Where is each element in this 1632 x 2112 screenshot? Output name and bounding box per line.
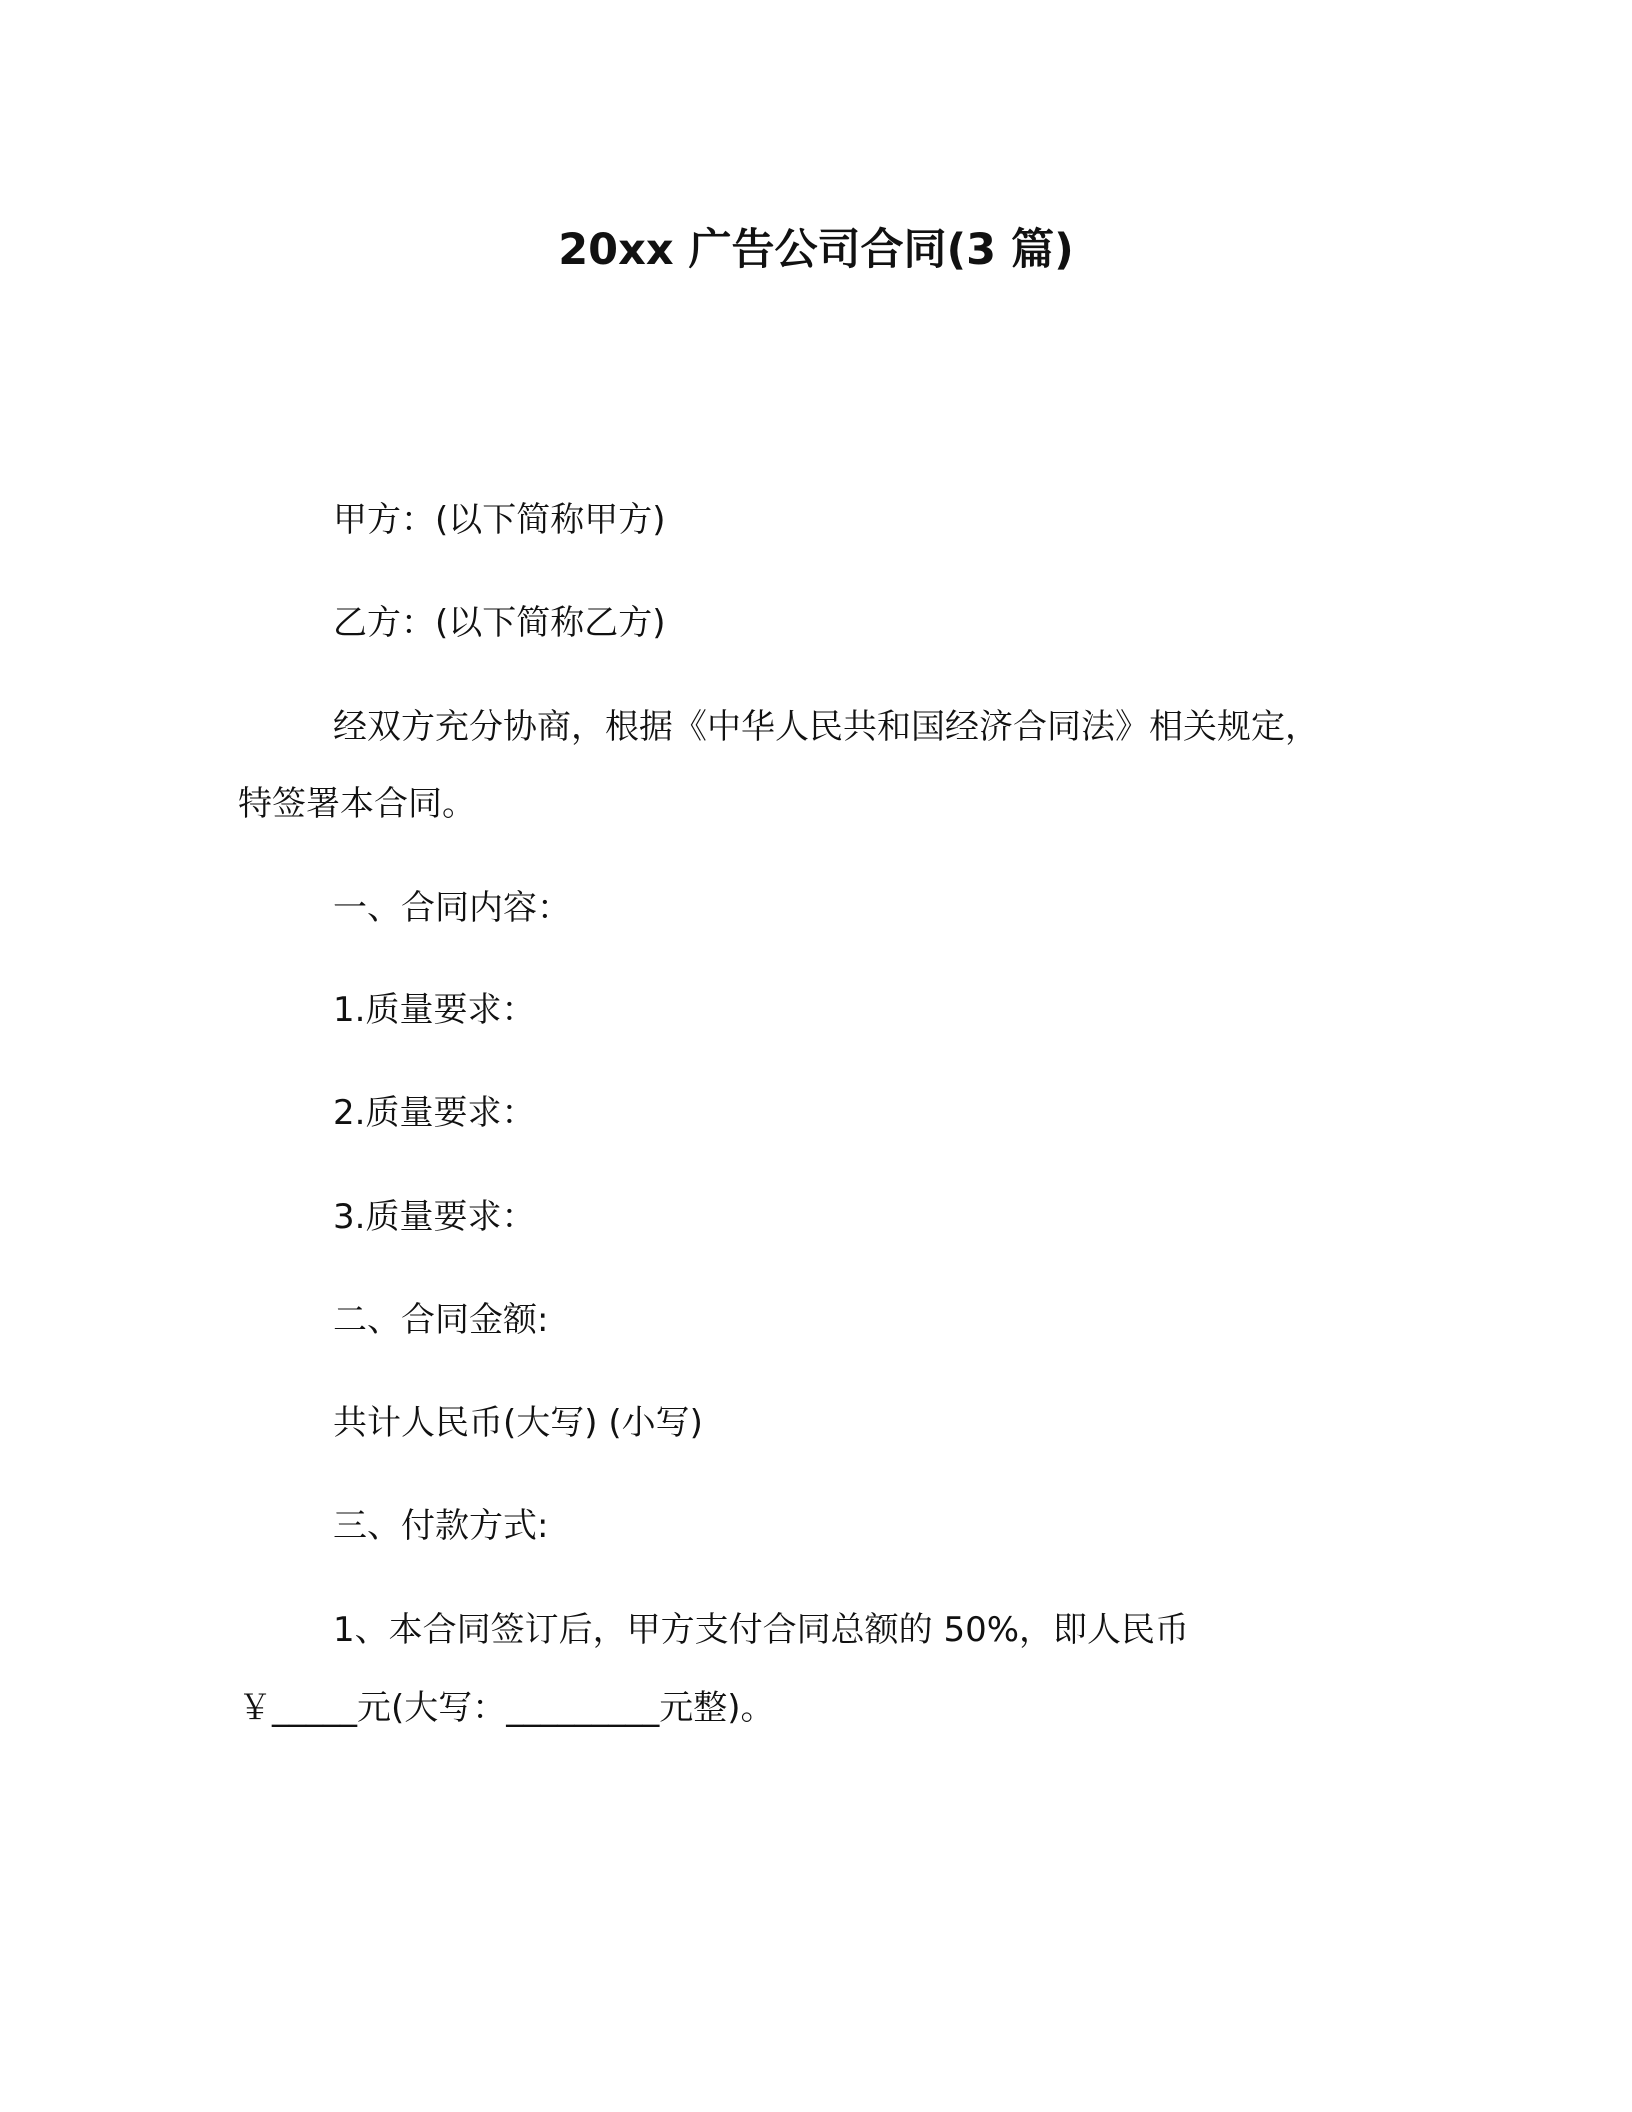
quality-requirement-1: 1.质量要求： xyxy=(333,990,536,1030)
party-b-line: 乙方：(以下简称乙方) xyxy=(333,603,666,643)
payment-clause-line-2: ￥_____元(大写：_________元整)。 xyxy=(238,1688,775,1728)
quality-requirement-2: 2.质量要求： xyxy=(333,1093,536,1133)
party-a-line: 甲方：(以下简称甲方) xyxy=(333,500,666,540)
payment-clause-line-1: 1、本合同签订后，甲方支付合同总额的 50%，即人民币 xyxy=(333,1610,1190,1650)
section-1-heading: 一、合同内容： xyxy=(333,888,571,928)
preamble-line-2: 特签署本合同。 xyxy=(238,784,476,824)
quality-requirement-3: 3.质量要求： xyxy=(333,1197,536,1237)
section-2-heading: 二、合同金额: xyxy=(333,1300,549,1340)
document-title: 20xx 广告公司合同(3 篇) xyxy=(558,225,1074,275)
section-3-heading: 三、付款方式: xyxy=(333,1506,549,1546)
preamble-line-1: 经双方充分协商，根据《中华人民共和国经济合同法》相关规定， xyxy=(333,707,1319,747)
total-amount-line: 共计人民币(大写) (小写) xyxy=(333,1403,703,1443)
